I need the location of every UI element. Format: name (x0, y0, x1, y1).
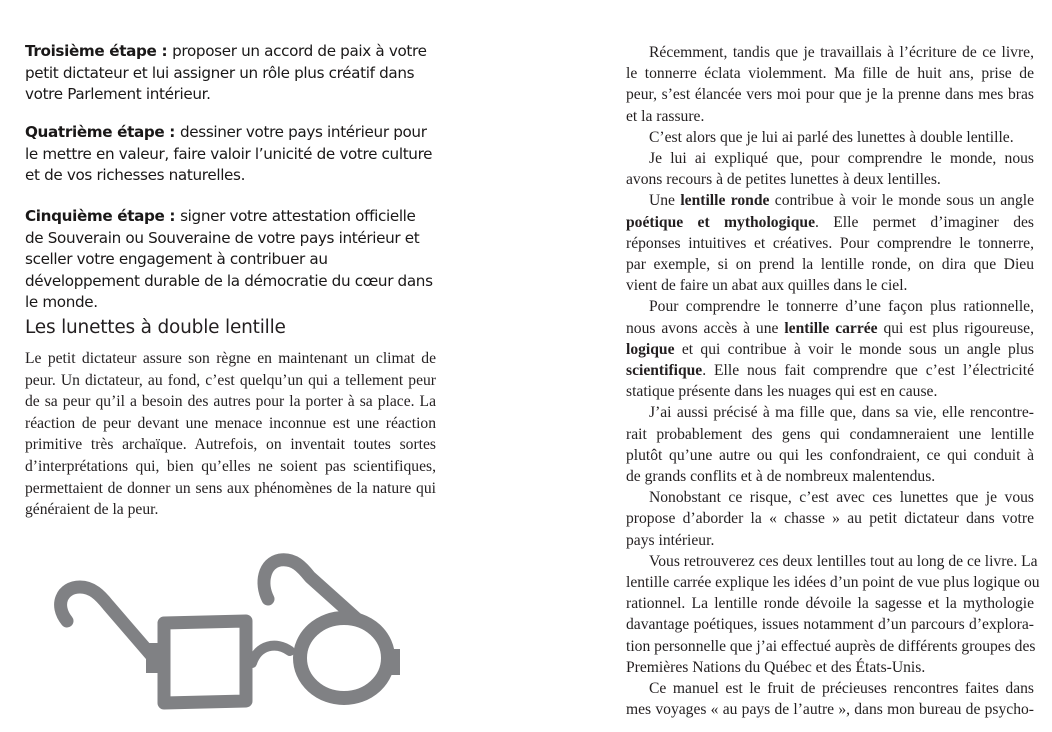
text-line (649, 402, 1034, 423)
section-title: Les lunettes à double lentille (25, 317, 286, 338)
text-run: C’est alors que je lui ai parlé des lunettes à double lentille. (649, 128, 1014, 146)
text-line (626, 212, 1034, 233)
text-run: rationnel. La lentille ronde dévoile la sagesse et la mythologie (626, 595, 1034, 613)
step-text: signer votre attestation officielle de Souverain ou Souveraine de votre pays intérieur et sceller votre engagement à contribuer au développement durable de la démocratie du cœur dans le monde. (25, 207, 433, 311)
step-separator: : (164, 123, 180, 141)
text-run: J’ai aussi précisé à ma fille que, dans sa vie, elle rencontre- (649, 404, 1034, 422)
text-run: Premières Nations du Québec et des États-Unis. (626, 658, 926, 676)
text-line (626, 424, 1034, 445)
text-line (626, 572, 1040, 593)
text-line (626, 360, 1034, 381)
text-line (626, 381, 1034, 402)
text-run: réponses intuitives et créatives. Pour comprendre le tonnerre, (626, 234, 1034, 252)
text-run: peur, s’est élancée vers moi pour que je la prenne dans mes bras (626, 86, 1034, 104)
text-run: davantage poétiques, issues notamment d’un parcours d’explora- (626, 616, 1034, 634)
text-run: vient de faire un abat aux quilles dans le ciel. (626, 277, 908, 295)
text-run: de grands conflits et à de nombreux malentendus. (626, 468, 936, 485)
bold-term: lentille ronde (680, 192, 770, 210)
text-line (626, 254, 1034, 275)
text-run: par exemple, si on prend la lentille ronde, on dira que Dieu (626, 256, 1034, 273)
text-run: le tonnerre éclata violemment. Ma fille de huit ans, prise de (626, 65, 1034, 83)
text-run: qui est plus rigoureuse, (877, 319, 1034, 337)
text-run: Ce manuel est le fruit de précieuses rencontres faites dans (649, 680, 1034, 697)
text-line (649, 296, 1034, 317)
text-line (649, 148, 1034, 169)
step-5 (25, 206, 435, 314)
text-run: plutôt qu’une autre ou qui les confondraient, ce qui conduit à (626, 446, 1034, 464)
step-separator: : (156, 42, 173, 60)
text-line (649, 678, 1034, 699)
text-run: mes voyages « au pays de l’autre », dans mon bureau de psycho- (626, 701, 1034, 719)
text-line (626, 106, 1034, 127)
text-line (626, 233, 1034, 254)
text-run: pays intérieur. (626, 531, 715, 549)
text-line (626, 445, 1034, 466)
step-4 (25, 122, 435, 187)
text-line (626, 699, 1034, 720)
glasses-square-round-lens-icon (40, 545, 420, 730)
text-run: Nonobstant ce risque, c’est avec ces lunettes que je vous (649, 489, 1034, 507)
text-run: Une (649, 192, 681, 210)
text-run: . Elle permet d’imaginer des (815, 213, 1034, 231)
step-label: Troisième étape (25, 42, 157, 60)
text-line (626, 614, 1034, 635)
text-line (626, 318, 1034, 339)
text-run: et la rassure. (626, 107, 705, 125)
text-line (626, 508, 1034, 529)
text-line (626, 466, 1034, 487)
text-line (626, 530, 1034, 551)
text-run: statique présente dans les nuages qui est en cause. (626, 383, 938, 401)
step-3 (25, 41, 435, 106)
text-run: contribue à voir le monde sous un angle (769, 192, 1035, 210)
step-separator: : (164, 207, 181, 225)
step-label: Cinquième étape (25, 207, 165, 225)
step-text: dessiner votre pays intérieur pour le mettre en valeur, faire valoir l’unicité de votre culture et de vos richesses naturelles. (25, 123, 433, 184)
glasses-frame (61, 560, 388, 703)
text-run: Je lui ai expliqué que, pour comprendre le monde, nous (649, 150, 1034, 167)
text-run: Pour comprendre le tonnerre d’une façon plus rationnelle, (649, 298, 1034, 316)
text-line (649, 42, 1034, 63)
text-run: rait probablement des gens qui condamneraient une lentille (626, 425, 1034, 443)
text-run: . Elle nous fait comprendre que c’est l’électricité (702, 362, 1034, 379)
bold-term: poétique et mythologique (626, 213, 816, 231)
text-run: Récemment, tandis que je travaillais à l’écriture de ce livre, (649, 44, 1034, 61)
text-run: avons recours à de petites lunettes à deux lentilles. (626, 171, 941, 189)
text-run: Vous retrouverez ces deux lentilles tout au long de ce livre. La (649, 552, 1038, 570)
text-line (626, 636, 1034, 657)
text-run: tion personnelle que j’ai effectué auprès de différents groupes des (626, 637, 1036, 655)
text-line (649, 487, 1034, 508)
text-line (626, 275, 1034, 296)
section-paragraph: Le petit dictateur assure son règne en maintenant un climat de peur. Un dictateur, au fond, c’est quelqu’un qui a tellement peur de sa peur qu’il a besoin des autres pour la porter à sa place. La réaction de peur devant une menace inconnue est une réaction primitive très archaïque. Autrefois, on inventait toutes sortes d’interprétations qui, bien qu’elles ne soient pas scientifiques, permettaient de donner un sens aux phénomènes de la nature qui généraient de la peur. (25, 350, 436, 519)
text-line (626, 169, 1034, 190)
text-line (649, 551, 1038, 572)
text-run: nous avons accès à une (626, 319, 785, 337)
bold-term: lentille carrée (784, 319, 878, 337)
text-run: propose d’aborder la « chasse » au petit dictateur dans votre (626, 510, 1034, 528)
text-line (626, 84, 1034, 105)
text-line (626, 63, 1034, 84)
step-text: proposer un accord de paix à votre petit dictateur et lui assigner un rôle plus créatif dans votre Parlement intérieur. (25, 42, 427, 103)
text-line (649, 127, 1034, 148)
text-line (626, 657, 1034, 678)
text-line (649, 190, 1034, 211)
text-run: lentille carrée explique les idées d’un point de vue plus logique ou (626, 574, 1040, 591)
text-line (626, 593, 1034, 614)
bold-term: logique (626, 340, 675, 358)
bold-term: scientifique (626, 362, 703, 379)
step-label: Quatrième étape (25, 123, 165, 141)
text-run: et qui contribue à voir le monde sous un angle plus (674, 340, 1034, 358)
text-line (626, 339, 1034, 360)
